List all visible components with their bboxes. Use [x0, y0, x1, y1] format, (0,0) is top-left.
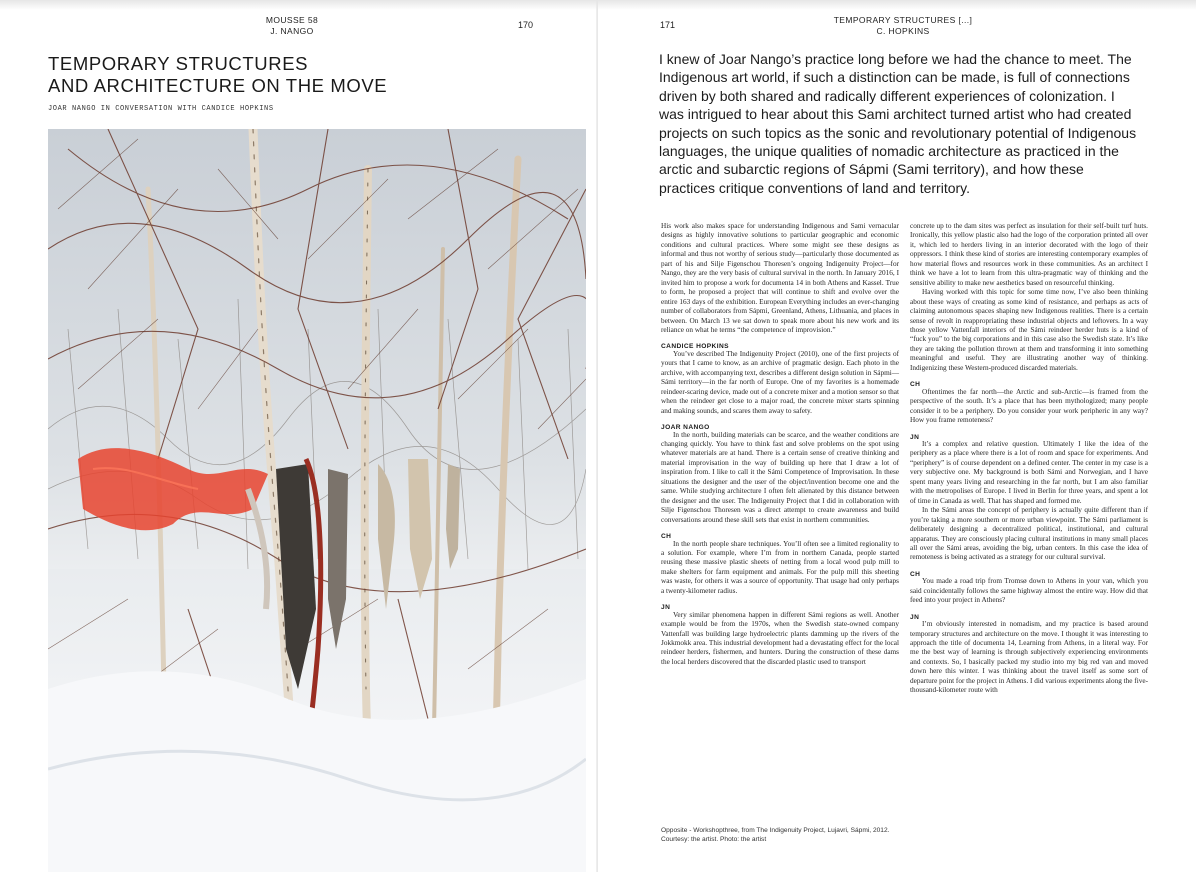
page-shadow: [0, 0, 1196, 10]
running-header-right: [823, 15, 983, 36]
paragraph: Very similar phenomena happen in different Sámi regions as well. Another example would be from the 1970s, when the Swedish state-owned company Vattenfall was building large hydroelectric plants damming up the rivers of the Jokkmokk area. This industrial development had a devastating effect for the local reindeer herders, fishermen, and hunters. During the construction of these dams the local herders discovered that the discarded plastic used to transport: [661, 610, 899, 666]
speaker-label: CH: [661, 533, 672, 541]
speaker-label: CANDICE HOPKINS: [661, 343, 729, 351]
right-page: [598, 0, 1196, 872]
paragraph: His work also makes space for understanding Indigenous and Sami vernacular designs as highly innovative solutions to particular geographic and economic conditions and cultural practices. Where some might see these designs as informal and thus not worthy of serious study—particularly those documented as part of his and Silje Figenschou Thoresen’s ongoing Indigenuity Project—for Nango, they are the very basis of cultural survival in the north. In January 2016, I invited him to propose a work for documenta 14 in both Athens and Kassel. True to form, he proposed a project that will continue to shift and evolve over the entire 163 days of the exhibition. European Everything includes an ever-changing number of collaborators from Sápmi, Greenland, Athens, Lithuania, and places in between. On March 13 we sat down to speak more about his new work and its reliance on what he terms “the competence of improvision.”: [661, 222, 899, 334]
paragraph: I’m obviously interested in nomadism, and my practice is based around temporary structures and architecture on the move. I thought it was interesting to approach the title of documenta 14, Learning from Athens, in a literal way. For me the best way of learning is through subjectively experiencing environments and contexts. So, I basically packed my studio into my big red van and moved down here this winter. I was thinking about the travel itself as some sort of departure point for the project in Athens. I did various experiments along the five-thousand-kilometer route with: [910, 620, 1148, 695]
paragraph: concrete up to the dam sites was perfect as insulation for their self-built turf huts. Ironically, this yellow plastic also had the logo of the corporation printed all over it, which led to herders living in an interior decorated with the logo of their oppressors. I think these kind of stories are interesting contemporary examples of how material flows and resources work in these communities. As an architect I think we have a lot to learn from this ultra-pragmatic way of thinking and the sensitive ability to make new aesthetics based on resourceful thinking.: [910, 222, 1148, 287]
header-author: C. HOPKINS: [876, 25, 930, 36]
header-short-title: TEMPORARY STRUCTURES [...]: [833, 15, 973, 25]
page-number-left: 170: [518, 20, 534, 30]
paragraph: In the Sámi areas the concept of periphery is actually quite different than if you’re taking a more southern or more urban viewpoint. The Sámi parliament is deliberately designing a decentralized political, institutional, and cultural apparatus. They are consciously placing cultural institutions in many small places all over the Sámi areas, avoiding the big, urban centers. In this case the idea of remoteness is being activated as a strategy for our cultural survival.: [910, 506, 1148, 562]
speaker-label: JN: [910, 613, 920, 621]
paragraph: Having worked with this topic for some time now, I’ve also been thinking about these ways of creating as some kind of resistance, and perhaps as acts of claiming autonomous spaces shaping new Indigenous realities. There is a certain sense of revolt in reappropriating these industrial objects and leftovers. In a way those yellow Vattenfall interiors of the Sámi reindeer herder huts is a kind of “fuck you” to the big corporations and in this case also the Swedish state. It’s like they are taking the pollution thrown at them and transforming it into something meaningful and useful. They are illustrating another way of thinking. Indigenizing these Western-produced discarded materials.: [910, 288, 1148, 372]
speaker-label: JN: [910, 433, 920, 441]
paragraph: You’ve described The Indigenuity Project (2010), one of the first projects of yours that I came to know, as an archive of pragmatic design. Each photo in the archive, with accompanying text, describes a different design solution in Sápmi—Sámi territory—in the far north of Europe. One of my favorites is a homemade reindeer-scaring device, made out of a concrete mixer and a motion sensor so that when the reindeer get close to a major road, the concrete mixer starts spinning and making sounds, and scares them away to safety.: [661, 349, 899, 415]
page-number-right: 171: [660, 20, 676, 30]
photo-caption: Opposite - Workshopthree, from The Indigenuity Project, Lujavri, Sápmi, 2012. Courtesy: the artist. Photo: the artist: [661, 827, 890, 843]
speaker-label: CH: [910, 570, 921, 578]
article-photo: [48, 129, 586, 872]
paragraph: In the north, building materials can be scarce, and the weather conditions are changing quickly. You have to think fast and solve problems on the spot using whatever materials are at hand. There is a certain sense of creative thinking and material improvisation in the way of building up here that I draw a lot of inspiration from. I like to call it the Sámi Competence of Improvisation. In these situations the designer and the user of the object/invention become one and the same. While studying architecture I often felt alienated by this distance between the designer and the user. The Indigenuity Project that I did in collaboration with Silje Figenschou Thoresen was a direct attempt to create awareness and build conversations around these skill sets that exist in northern communities.: [661, 430, 899, 524]
title-line-1: TEMPORARY STRUCTURES: [48, 53, 309, 74]
article-title: [48, 53, 568, 97]
title-line-2: AND ARCHITECTURE ON THE MOVE: [48, 75, 388, 96]
intro-paragraph: I knew of Joar Nango’s practice long before we had the chance to meet. The Indigenous art world, if such a distinction can be made, is full of connections driven by both shared and radically different experiences of colonization. I was intrigued to hear about this Sami architect turned artist who had created projects on such topics as the sonic and revolutionary potential of Indigenous languages, the unique qualities of nomadic architecture as practiced in the arctic and subarctic regions of Sápmi (Sami territory), and how these practices critique conventions of land and territory.: [659, 51, 1137, 196]
header-author: J. NANGO: [270, 25, 314, 36]
article-subtitle: JOAR NANGO IN CONVERSATION WITH CANDICE HOPKINS: [48, 105, 274, 113]
paragraph: In the north people share techniques. You’ll often see a limited regionality to a solution. For example, where I’m from in northern Canada, people started reusing these massive plastic sheets of netting from a local wood pulp mill to make shelters for farm equipment and animals. For the pulp mill this sheeting was waste, for others it was a source of opportunity. That usage had only perhaps a twenty-kilometer radius.: [661, 539, 899, 595]
speaker-label: JN: [661, 604, 671, 612]
paragraph: Oftentimes the far north—the Arctic and sub-Arctic—is framed from the perspective of the south. It’s a place that has been mythologized; many people consider it to be a periphery. Do you consider your work peripheric in any way? How you frame remoteness?: [910, 387, 1148, 425]
text-column-left: [661, 222, 899, 667]
speaker-label: JOAR NANGO: [661, 424, 710, 432]
paragraph: You made a road trip from Tromsø down to Athens in your van, which you said coincidentally follows the same highway almost the entire way. How did that feed into your project in Athens?: [910, 577, 1148, 605]
magazine-issue: MOUSSE 58: [265, 15, 319, 25]
snowy-branches-photo: [48, 129, 586, 872]
paragraph: It’s a complex and relative question. Ultimately I like the idea of the periphery as a place where there is a lot of room and space for experiments. And “periphery” is of course dependent on a defined center. The center in my case is a very subjective one. My background is both Sámi and Norwegian, and I have spent many years living and researching in the far north, but I am also familiar with the metropolises of Europe. I lived in Berlin for three years, and spent a lot of time in Canada as well. That has shaped and formed me.: [910, 439, 1148, 505]
text-column-right: [910, 222, 1148, 696]
speaker-label: CH: [910, 381, 921, 389]
running-header-left: [262, 15, 322, 36]
